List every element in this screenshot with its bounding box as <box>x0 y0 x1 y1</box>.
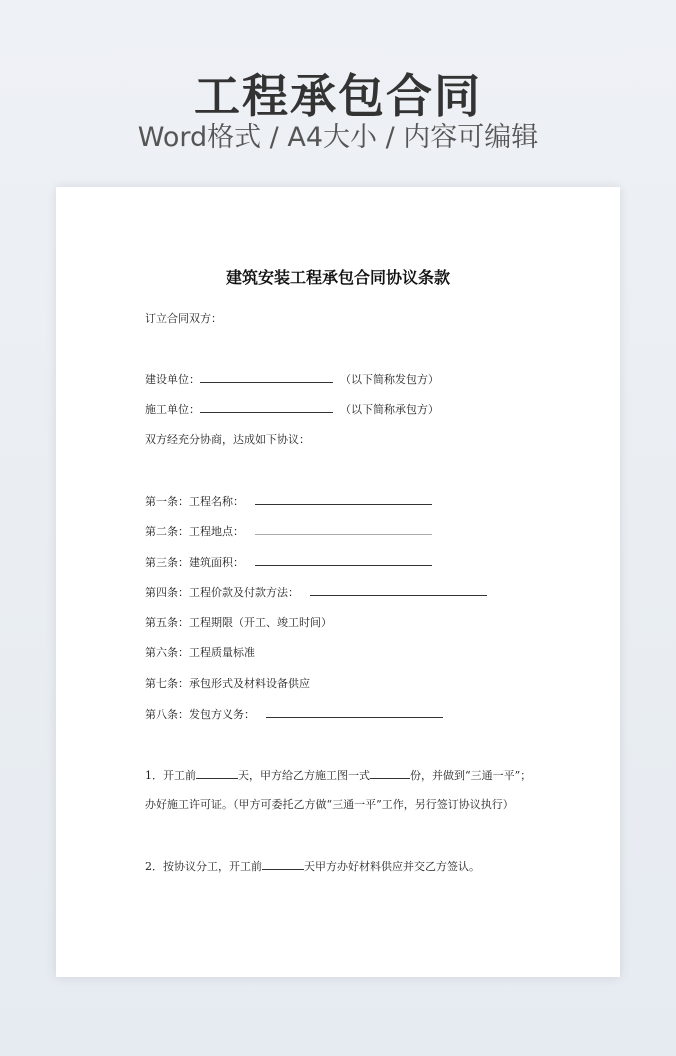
article-8-blank[interactable] <box>266 706 443 718</box>
clause-1-copies-blank[interactable] <box>370 767 410 779</box>
clause-2 <box>145 858 480 875</box>
clause-1-part-a: 1．开工前 <box>145 769 196 782</box>
banner-title: 工程承包合同 <box>194 69 482 123</box>
article-8: 第八条：发包方义务： <box>145 708 255 721</box>
clause-2-part-a: 2．按协议分工，开工前 <box>145 860 262 873</box>
owner-suffix: （以下简称发包方） <box>340 373 439 386</box>
contractor-blank[interactable] <box>200 401 333 413</box>
contractor-suffix: （以下简称承包方） <box>340 403 439 416</box>
clause-1-part-b: 天，甲方给乙方施工图一式 <box>238 769 370 782</box>
contractor-row <box>145 401 439 418</box>
article-5: 第五条：工程期限（开工、竣工时间） <box>145 616 332 629</box>
article-3: 第三条：建筑面积： <box>145 556 244 569</box>
article-1-blank[interactable] <box>255 493 432 505</box>
owner-row <box>145 371 439 388</box>
clause-1-days-blank[interactable] <box>196 767 238 779</box>
document-page <box>56 187 620 977</box>
article-4: 第四条：工程价款及付款方法： <box>145 586 299 599</box>
article-4-blank[interactable] <box>310 584 487 596</box>
article-2: 第二条：工程地点： <box>145 525 244 538</box>
owner-label: 建设单位： <box>145 373 200 386</box>
agreement-intro: 双方经充分协商，达成如下协议： <box>145 433 310 446</box>
article-3-blank[interactable] <box>255 554 432 566</box>
article-6: 第六条：工程质量标准 <box>145 646 255 659</box>
banner-subtitle: Word格式 / A4大小 / 内容可编辑 <box>137 122 539 153</box>
article-row <box>145 554 432 571</box>
article-2-blank[interactable] <box>255 523 432 535</box>
clause-1-line-2: 办好施工许可证。（甲方可委托乙方做“三通一平”工作，另行签订协议执行） <box>145 798 514 811</box>
contractor-label: 施工单位： <box>145 403 200 416</box>
article-row <box>145 523 432 540</box>
article-7: 第七条：承包形式及材料设备供应 <box>145 677 310 690</box>
clause-2-days-blank[interactable] <box>262 858 304 870</box>
parties-intro: 订立合同双方： <box>145 312 222 325</box>
document-title: 建筑安装工程承包合同协议条款 <box>225 268 450 287</box>
article-row <box>145 584 487 601</box>
owner-blank[interactable] <box>200 371 333 383</box>
article-1: 第一条：工程名称： <box>145 495 244 508</box>
clause-1-line-1 <box>145 767 531 784</box>
clause-1-part-c: 份，并做到“三通一平”； <box>410 769 532 782</box>
article-row <box>145 493 432 510</box>
clause-2-part-b: 天甲方办好材料供应并交乙方签认。 <box>304 860 480 873</box>
article-row <box>145 706 443 723</box>
